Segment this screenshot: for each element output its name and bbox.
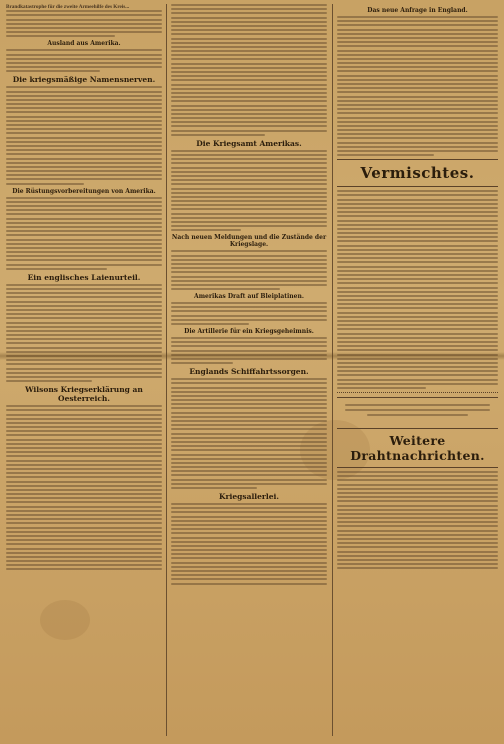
section-heading: Kriegsallerlei.: [219, 492, 279, 501]
text-block: [171, 150, 327, 232]
section-heading: Wilsons Kriegserklärung an Oesterreich.: [25, 385, 143, 404]
section-heading-vermischtes: Vermischtes.: [360, 164, 475, 183]
section-heading: Das neue Anfrage in England.: [367, 7, 468, 14]
section-heading-drahtnachrichten: Weitere Drahtnachrichten.: [350, 433, 485, 463]
text-block: [171, 503, 327, 585]
text-block: [171, 250, 327, 290]
paper-fold: [0, 352, 504, 360]
text-block: [6, 405, 162, 570]
text-block: [6, 10, 162, 37]
text-block: [6, 49, 162, 72]
text-block: [337, 16, 498, 156]
section-heading: Die Artillerie für ein Kriegsgeheimnis.: [184, 328, 314, 335]
section-heading: Amerikas Draft auf Bleiplatinen.: [194, 293, 304, 301]
text-block: [171, 302, 327, 325]
column-right: [337, 4, 498, 738]
text-block: [6, 86, 162, 184]
section-heading: Die Kriegsamt Amerikas.: [196, 138, 302, 148]
text-block: [337, 471, 498, 569]
column-left: [6, 4, 162, 738]
column-middle: [171, 4, 327, 738]
section-heading: Ein englisches Laienurteil.: [27, 272, 141, 282]
text-block: [171, 378, 327, 489]
section-heading: Nach neuen Meldungen und die Zustände der Kriegslage.: [171, 234, 327, 249]
text-block: [171, 4, 327, 136]
text-block: [171, 337, 327, 364]
section-heading: Die kriegsmäßige Namensnerven.: [12, 75, 156, 85]
text-block: [6, 197, 162, 270]
section-heading: Englands Schiffahrtssorgen.: [189, 367, 309, 377]
text-block: [6, 284, 162, 382]
top-headline: Brandkatastrophe für die zweite Armeehilfe des Kreis...: [6, 4, 130, 10]
section-heading: Ausland aus Amerika.: [47, 40, 121, 48]
notice-box: [337, 397, 498, 429]
section-heading: Die Rüstungsvorbereitungen von Amerika.: [12, 187, 156, 195]
